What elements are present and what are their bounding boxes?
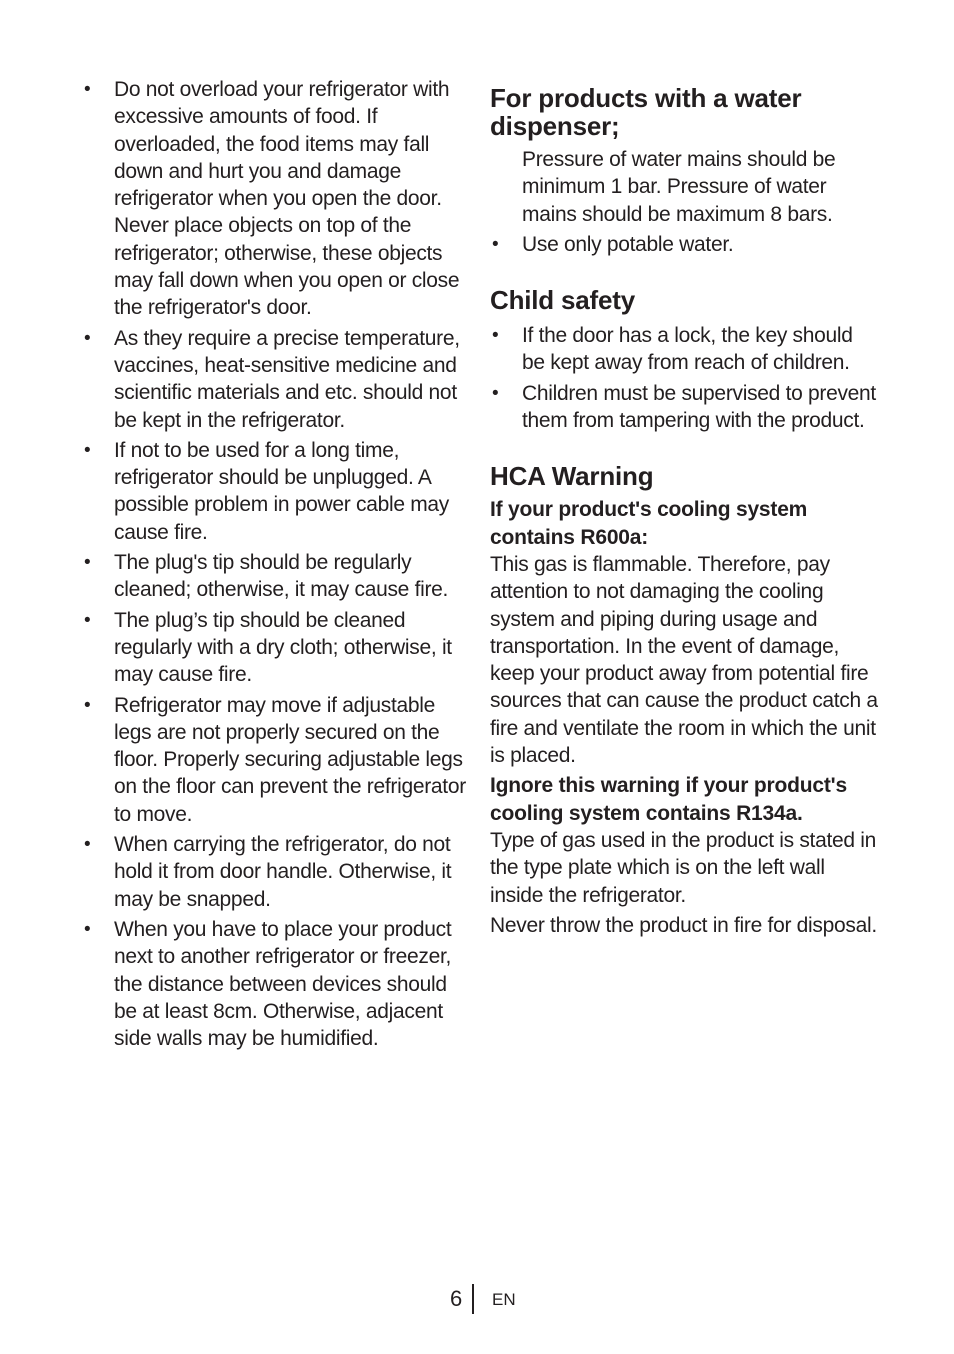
water-pressure-paragraph: Pressure of water mains should be minimum 1 bar. Pressure of water mains should be maximum 8 bars. (522, 148, 836, 226)
footer-divider (472, 1284, 474, 1314)
list-item: • Use only potable water. (490, 231, 880, 258)
list-item: • When carrying the refrigerator, do not hold it from door handle. Otherwise, it may be snapped. (82, 831, 466, 913)
list-item: • Children must be supervised to prevent them from tampering with the product. (490, 380, 880, 435)
water-dispenser-heading: For products with a water dispenser; (490, 83, 802, 141)
r600a-paragraph: This gas is flammable. Therefore, pay attention to not damaging the cooling system and piping during usage and transportation. In the event of damage, keep your product away from potential fire sources that can cause the product catch a fire and ventilate the room in which the unit is placed. (490, 552, 878, 768)
disposal-paragraph: Never throw the product in fire for disposal. (490, 913, 877, 937)
r600a-subheading: If your product's cooling system contains R600a: (490, 498, 808, 549)
left-column (82, 76, 466, 1055)
page-number: 6 (450, 1286, 463, 1311)
list-item: • As they require a precise temperature, vaccines, heat-sensitive medicine and scientific materials and etc. should not be kept in the refrigerator. (82, 325, 466, 434)
r134a-subheading: Ignore this warning if your product's cooling system contains R134a. (490, 774, 847, 825)
child-safety-heading: Child safety (490, 285, 635, 316)
safety-bullet-list (82, 76, 466, 1052)
child-safety-bullet-list (490, 322, 880, 434)
hca-warning-heading: HCA Warning (490, 461, 654, 492)
child-safety-section (490, 286, 880, 434)
list-item: • The plug's tip should be regularly cleaned; otherwise, it may cause fire. (82, 549, 466, 604)
right-column (490, 76, 880, 939)
list-item: • When you have to place your product next to another refrigerator or freezer, the distance between devices should be at least 8cm. Otherwise, adjacent side walls may be humidified. (82, 916, 466, 1052)
hca-warning-section (490, 462, 880, 939)
list-item: • Refrigerator may move if adjustable legs are not properly secured on the floor. Properly securing adjustable legs on the floor can prevent the refrigerator to move. (82, 692, 466, 828)
list-item: • If not to be used for a long time, refrigerator should be unplugged. A possible problem in power cable may cause fire. (82, 437, 466, 546)
list-item: • Do not overload your refrigerator with excessive amounts of food. If overloaded, the food items may fall down and hurt you and damage refrigerator when you open the door. Never place objects on top of the refrigerator; otherwise, these objects may fall down when you open or close the refrigerator's door. (82, 76, 466, 322)
language-code: EN (492, 1290, 516, 1309)
water-bullet-list (490, 231, 880, 258)
list-item: • If the door has a lock, the key should be kept away from reach of children. (490, 322, 880, 377)
list-item: • The plug’s tip should be cleaned regularly with a dry cloth; otherwise, it may cause fire. (82, 607, 466, 689)
page-footer (0, 1284, 954, 1314)
water-dispenser-section (490, 84, 880, 258)
gas-type-paragraph: Type of gas used in the product is stated in the type plate which is on the left wall inside the refrigerator. (490, 828, 877, 907)
